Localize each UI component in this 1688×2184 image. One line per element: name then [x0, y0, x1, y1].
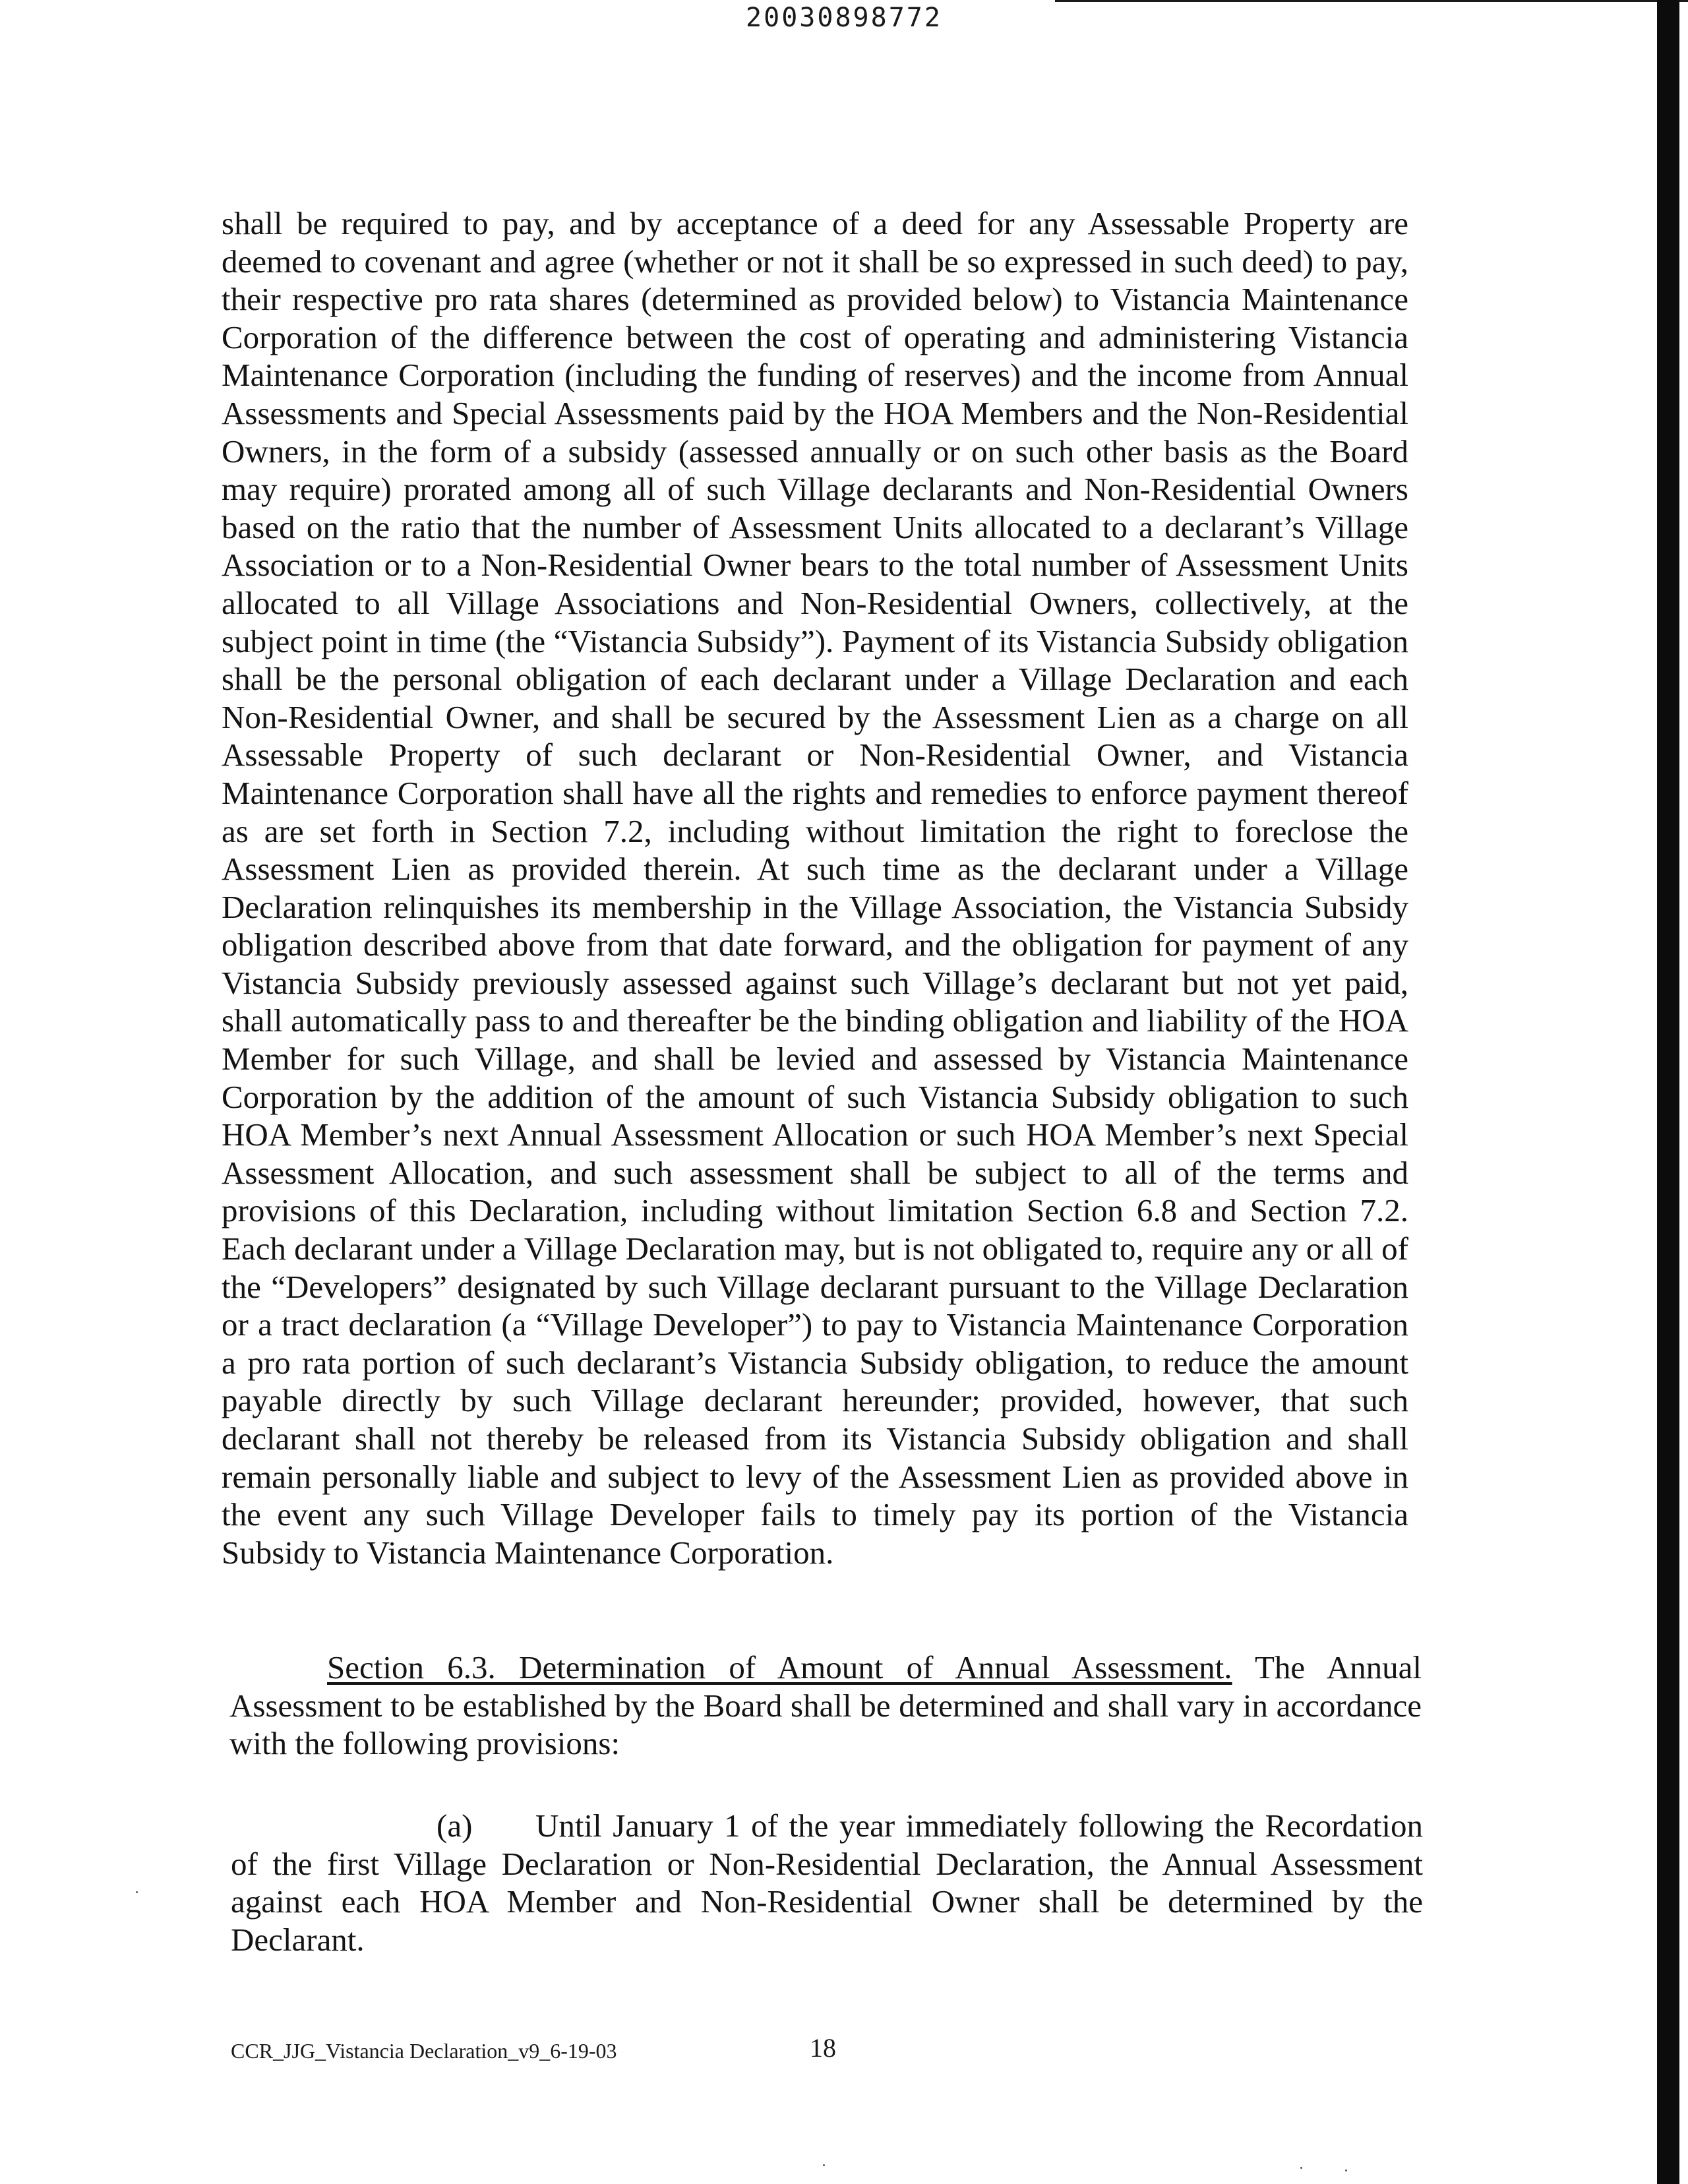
section-6-3-text: The Annual Assessment to be established by the Board shall be determined and shall vary in accordance with the following provisions:: [229, 1649, 1422, 1762]
footer-page-number: 18: [810, 2033, 836, 2063]
section-6-3-heading: Section 6.3. Determination of Amount of Annual Assessment.: [327, 1649, 1232, 1685]
footer-file-reference: CCR_JJG_Vistancia Declaration_v9_6-19-03: [231, 2039, 617, 2063]
subsection-a: [231, 1807, 1423, 1958]
scan-speck: [136, 1891, 138, 1893]
section-6-3-paragraph: [229, 1649, 1422, 1763]
paragraph-text: shall be required to pay, and by acceptance of a deed for any Assessable Property are deemed to covenant and agree (whether or not it shall be so expressed in such deed) to pay, their respective pro rata shares (determined as provided below) to Vistancia Maintenance Corporation of the difference between the cost of operating and administering Vistancia Maintenance Corporation (including the funding of reserves) and the income from Annual Assessments and Special Assessments paid by the HOA Members and the Non-Residential Owners, in the form of a subsidy (assessed annually or on such other basis as the Board may require) prorated among all of such Village declarants and Non-Residential Owners based on the ratio that the number of Assessment Units allocated to a declarant’s Village Association or to a Non-Residential Owner bears to the total number of Assessment Units allocated to all Village Associations and Non-Residential Owners, collectively, at the subject point in time (the “Vistancia Subsidy”). Payment of its Vistancia Subsidy obligation shall be the personal obligation of each declarant under a Village Declaration and each Non-Residential Owner, and shall be secured by the Assessment Lien as a charge on all Assessable Property of such declarant or Non-Residential Owner, and Vistancia Maintenance Corporation shall have all the rights and remedies to enforce payment thereof as are set forth in Section 7.2, including without limitation the right to foreclose the Assessment Lien as provided therein. At such time as the declarant under a Village Declaration relinquishes its membership in the Village Association, the Vistancia Subsidy obligation described above from that date forward, and the obligation for payment of any Vistancia Subsidy previously assessed against such Village’s declarant but not yet paid, shall automatically pass to and thereafter be the binding obligation and liability of the HOA Member for such Village, and shall be levied and assessed by Vistancia Maintenance Corporation by the addition of the amount of such Vistancia Subsidy obligation to such HOA Member’s next Annual Assessment Allocation or such HOA Member’s next Special Assessment Allocation, and such assessment shall be subject to all of the terms and provisions of this Declaration, including without limitation Section 6.8 and Section 7.2. Each declarant under a Village Declaration may, but is not obligated to, require any or all of the “Developers” designated by such Village declarant pursuant to the Village Declaration or a tract declaration (a “Village Developer”) to pay to Vistancia Maintenance Corporation a pro rata portion of such declarant’s Vistancia Subsidy obligation, to reduce the amount payable directly by such Village declarant hereunder; provided, however, that such declarant shall not thereby be released from its Vistancia Subsidy obligation and shall remain personally liable and subject to levy of the Assessment Lien as provided above in the event any such Village Developer fails to timely pay its portion of the Vistancia Subsidy to Vistancia Maintenance Corporation.: [222, 205, 1408, 1571]
subsection-a-paragraph: [231, 1807, 1423, 1958]
section-6-3: [229, 1649, 1422, 1763]
scan-speck: [823, 2164, 825, 2166]
scan-speck: [1300, 2167, 1302, 2169]
recording-number: 20030898772: [746, 3, 942, 33]
continued-paragraph: [222, 204, 1408, 1571]
scan-speck: [1345, 2169, 1347, 2171]
top-scan-rule: [1055, 0, 1688, 2]
scan-edge-bar: [1657, 0, 1679, 2184]
subsection-a-marker: (a): [437, 1807, 473, 1844]
subsection-a-text: Until January 1 of the year immediately following the Recordation of the first Village Declaration or Non-Residential Declaration, the Annual Assessment against each HOA Member and Non-Residential Owner shall be determined by the Declarant.: [231, 1807, 1423, 1958]
